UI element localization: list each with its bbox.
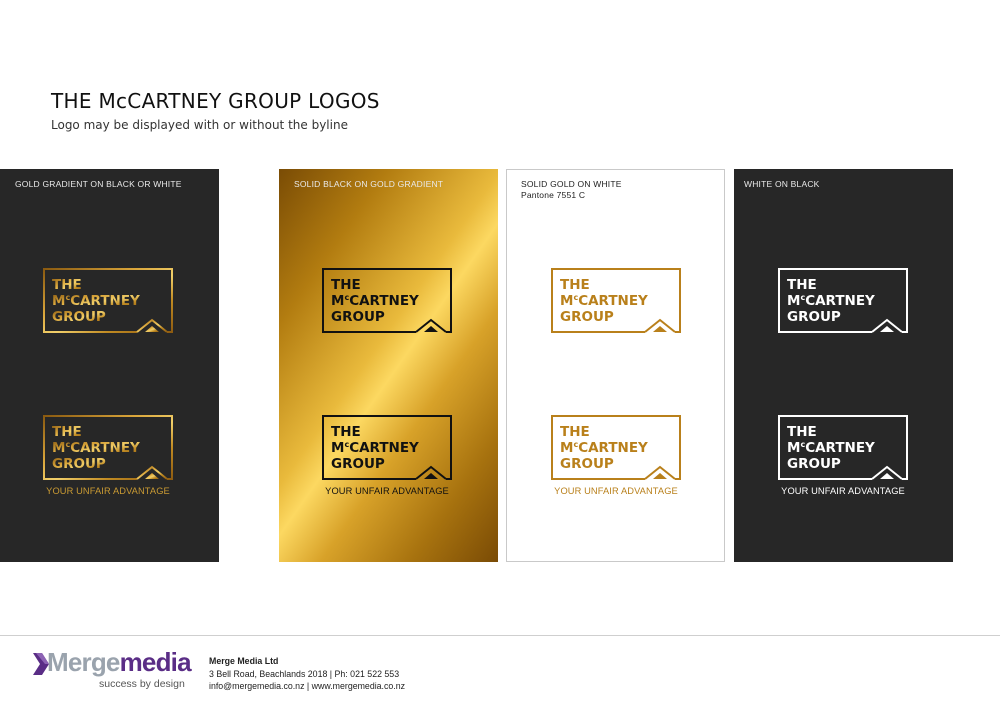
mergemedia-logo [33, 647, 198, 693]
footer-contact-links: info@mergemedia.co.nz | www.mergemedia.co.nz [209, 681, 406, 691]
brand-tagline: success by design [99, 678, 185, 690]
panel-black-on-gold [279, 169, 498, 562]
panel-gold-on-white [506, 169, 725, 562]
mccartney-logo-mark [778, 268, 908, 336]
logo-byline: YOUR UNFAIR ADVANTAGE [781, 486, 905, 496]
mccartney-logo [322, 268, 452, 336]
footer-company-name: Merge Media Ltd [209, 656, 279, 666]
mccartney-logo-with-byline [43, 415, 173, 496]
logo-line-group: GROUP [560, 309, 614, 325]
logo-line-the: THE [560, 277, 590, 293]
logo-line-group: GROUP [52, 456, 106, 472]
panel-caption [521, 179, 622, 201]
logo-line-group: GROUP [560, 456, 614, 472]
mccartney-logo-with-byline [778, 415, 908, 496]
mccartney-logo-with-byline [551, 415, 681, 496]
mccartney-logo-mark [551, 268, 681, 336]
logo-line-group: GROUP [787, 456, 841, 472]
logo-byline: YOUR UNFAIR ADVANTAGE [325, 486, 449, 496]
panel-white-on-black [734, 169, 953, 562]
mccartney-logo-mark [778, 415, 908, 483]
logo-line-mccartney: $M^cCARTNEY$ [331, 293, 419, 309]
logo-line-the: THE [331, 424, 361, 440]
logo-line-mccartney: $M^cCARTNEY$ [787, 293, 875, 309]
mergemedia-wordmark [47, 647, 191, 678]
footer-address: 3 Bell Road, Beachlands 2018 | Ph: 021 522 553 [209, 668, 400, 679]
mccartney-logo [43, 268, 173, 336]
panel-caption-title: GOLD GRADIENT ON BLACK OR WHITE [15, 179, 182, 189]
logo-byline: YOUR UNFAIR ADVANTAGE [554, 486, 678, 496]
panel-caption-title: WHITE ON BLACK [744, 179, 820, 189]
mccartney-logo-mark [322, 415, 452, 483]
mccartney-logo [778, 268, 908, 336]
logo-line-the: THE [560, 424, 590, 440]
logo-line-mccartney: $M^cCARTNEY$ [52, 293, 140, 309]
footer-contact-block [209, 655, 405, 693]
panel-gold-gradient-on-black [0, 169, 219, 562]
mccartney-logo-with-byline [322, 415, 452, 496]
page-title: THE McCARTNEY GROUP LOGOS [51, 89, 380, 113]
logo-line-mccartney: $M^cCARTNEY$ [560, 440, 648, 456]
logo-line-the: THE [52, 277, 82, 293]
panel-caption-title: SOLID GOLD ON WHITE [521, 179, 622, 189]
logo-line-the: THE [331, 277, 361, 293]
logo-line-mccartney: $M^cCARTNEY$ [787, 440, 875, 456]
logo-line-group: GROUP [52, 309, 106, 325]
logo-line-mccartney: $M^cCARTNEY$ [331, 440, 419, 456]
mccartney-logo-mark [43, 415, 173, 483]
logo-line-group: GROUP [787, 309, 841, 325]
logo-byline: YOUR UNFAIR ADVANTAGE [46, 486, 170, 496]
logo-line-the: THE [52, 424, 82, 440]
mccartney-logo-mark [322, 268, 452, 336]
panel-caption [294, 179, 443, 190]
logo-line-the: THE [787, 277, 817, 293]
panel-caption [744, 179, 820, 190]
mccartney-logo-mark [551, 415, 681, 483]
brand-word-media: media [119, 647, 191, 677]
panel-caption [15, 179, 182, 190]
logo-line-mccartney: $M^cCARTNEY$ [560, 293, 648, 309]
logo-line-the: THE [787, 424, 817, 440]
mccartney-logo [551, 268, 681, 336]
mccartney-logo-mark [43, 268, 173, 336]
footer-divider [0, 635, 1000, 636]
brand-word-merge: Merge [47, 647, 120, 677]
panel-caption-pantone: Pantone 7551 C [521, 190, 586, 200]
page-subtitle: Logo may be displayed with or without the byline [51, 118, 348, 132]
logo-line-group: GROUP [331, 456, 385, 472]
logo-line-mccartney: $M^cCARTNEY$ [52, 440, 140, 456]
logo-line-group: GROUP [331, 309, 385, 325]
panel-caption-title: SOLID BLACK ON GOLD GRADIENT [294, 179, 444, 189]
